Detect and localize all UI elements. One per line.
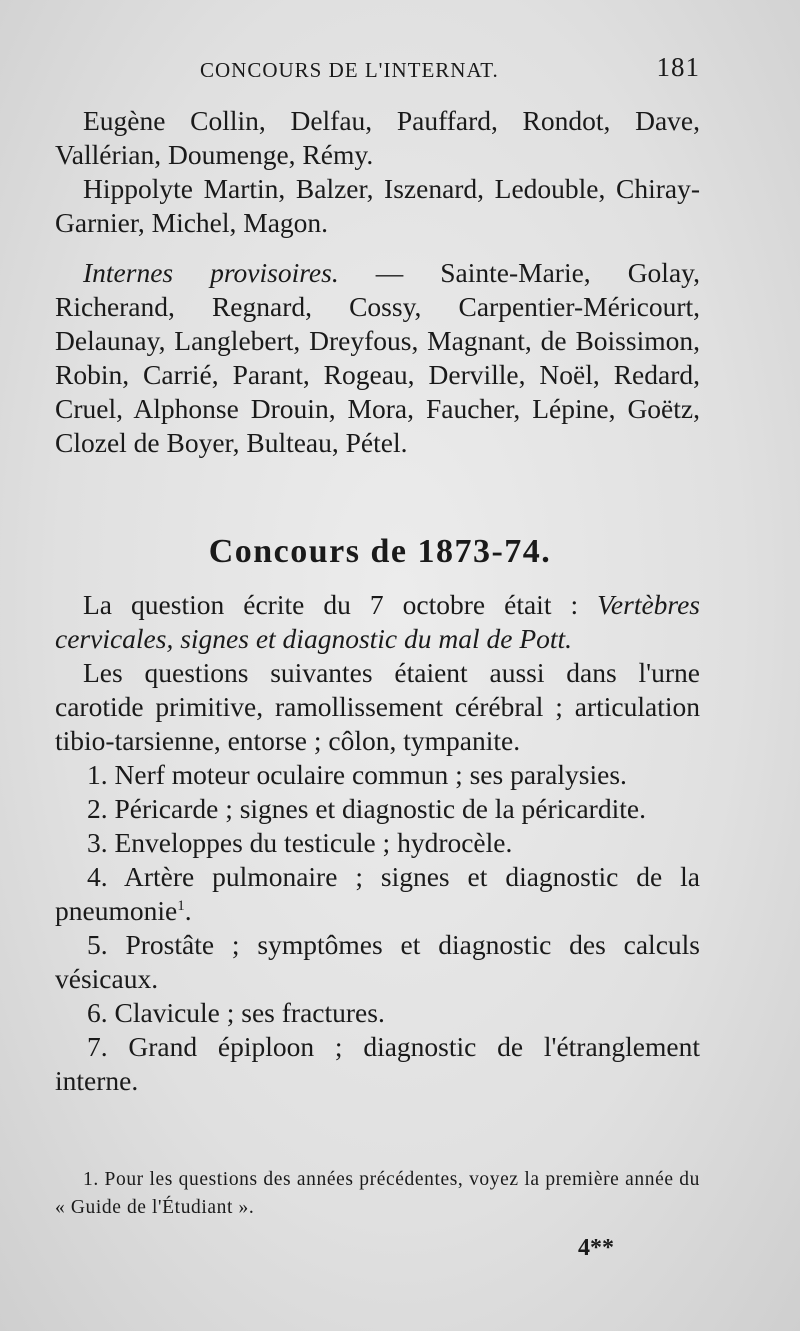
running-title: CONCOURS DE L'INTERNAT. (200, 58, 499, 82)
footnote (55, 1166, 700, 1222)
question-item-7: 7. Grand épiploon ; diagnostic de l'étranglement interne. (55, 1031, 700, 1096)
written-question (55, 588, 700, 656)
written-question-intro: La question écrite du 7 octobre était : (83, 589, 598, 620)
question-item-4-text: 4. Artère pulmonaire ; signes et diagnostic de la pneumonie (55, 861, 700, 926)
question-item-4 (55, 860, 700, 928)
section-heading: Concours de 1873-74. (208, 533, 552, 570)
urn-questions: Les questions suivantes étaient aussi dans l'urne carotide primitive, ramollissement cérébral ; articulation tibio-tarsienne, entorse ; côlon, tympanite. (55, 657, 700, 756)
winners-list (55, 104, 700, 240)
paragraph-collin: Eugène Collin, Delfau, Pauffard, Rondot, Dave, Vallérian, Doumenge, Rémy. (55, 105, 700, 170)
written-question-title: Vertèbres cervicales, signes et diagnostic du mal de Pott. (55, 589, 700, 654)
footnote-mark: 1 (177, 897, 185, 914)
provisoires-text: — Sainte-Marie, Golay, Richerand, Regnard, Cossy, Carpentier-Méricourt, Delaunay, Langlebert, Dreyfous, Magnant, de Boissimon, Robin, Carrié, Parant, Rogeau, Derville, Noël, Redard, Cruel, Alphonse Drouin, Mora, Faucher, Lépine, Goëtz, Clozel de Boyer, Bulteau, Pétel. (55, 257, 700, 458)
footnote-text: 1. Pour les questions des années précédentes, voyez la première année du « Guide de l'Étudiant ». (55, 1169, 700, 1218)
question-item-4-end: . (184, 895, 192, 926)
page-number: 181 (656, 52, 700, 82)
exam-questions (55, 588, 700, 1098)
paragraph-provisoires (55, 256, 700, 460)
provisoires-label: Internes provisoires. (83, 257, 339, 288)
question-item-5: 5. Prostâte ; symptômes et diagnostic des calculs vésicaux. (55, 929, 700, 994)
question-item-3: 3. Enveloppes du testicule ; hydrocèle. (87, 827, 513, 858)
running-head (200, 52, 700, 88)
paragraph-martin: Hippolyte Martin, Balzer, Iszenard, Ledouble, Chiray-Garnier, Michel, Magon. (55, 173, 700, 238)
question-item-2: 2. Péricarde ; signes et diagnostic de la péricardite. (87, 793, 646, 824)
question-item-6: 6. Clavicule ; ses fractures. (87, 997, 385, 1028)
question-item-1: 1. Nerf moteur oculaire commun ; ses paralysies. (87, 759, 627, 790)
signature-mark: 4** (578, 1235, 614, 1261)
provisional-interns (55, 256, 700, 460)
